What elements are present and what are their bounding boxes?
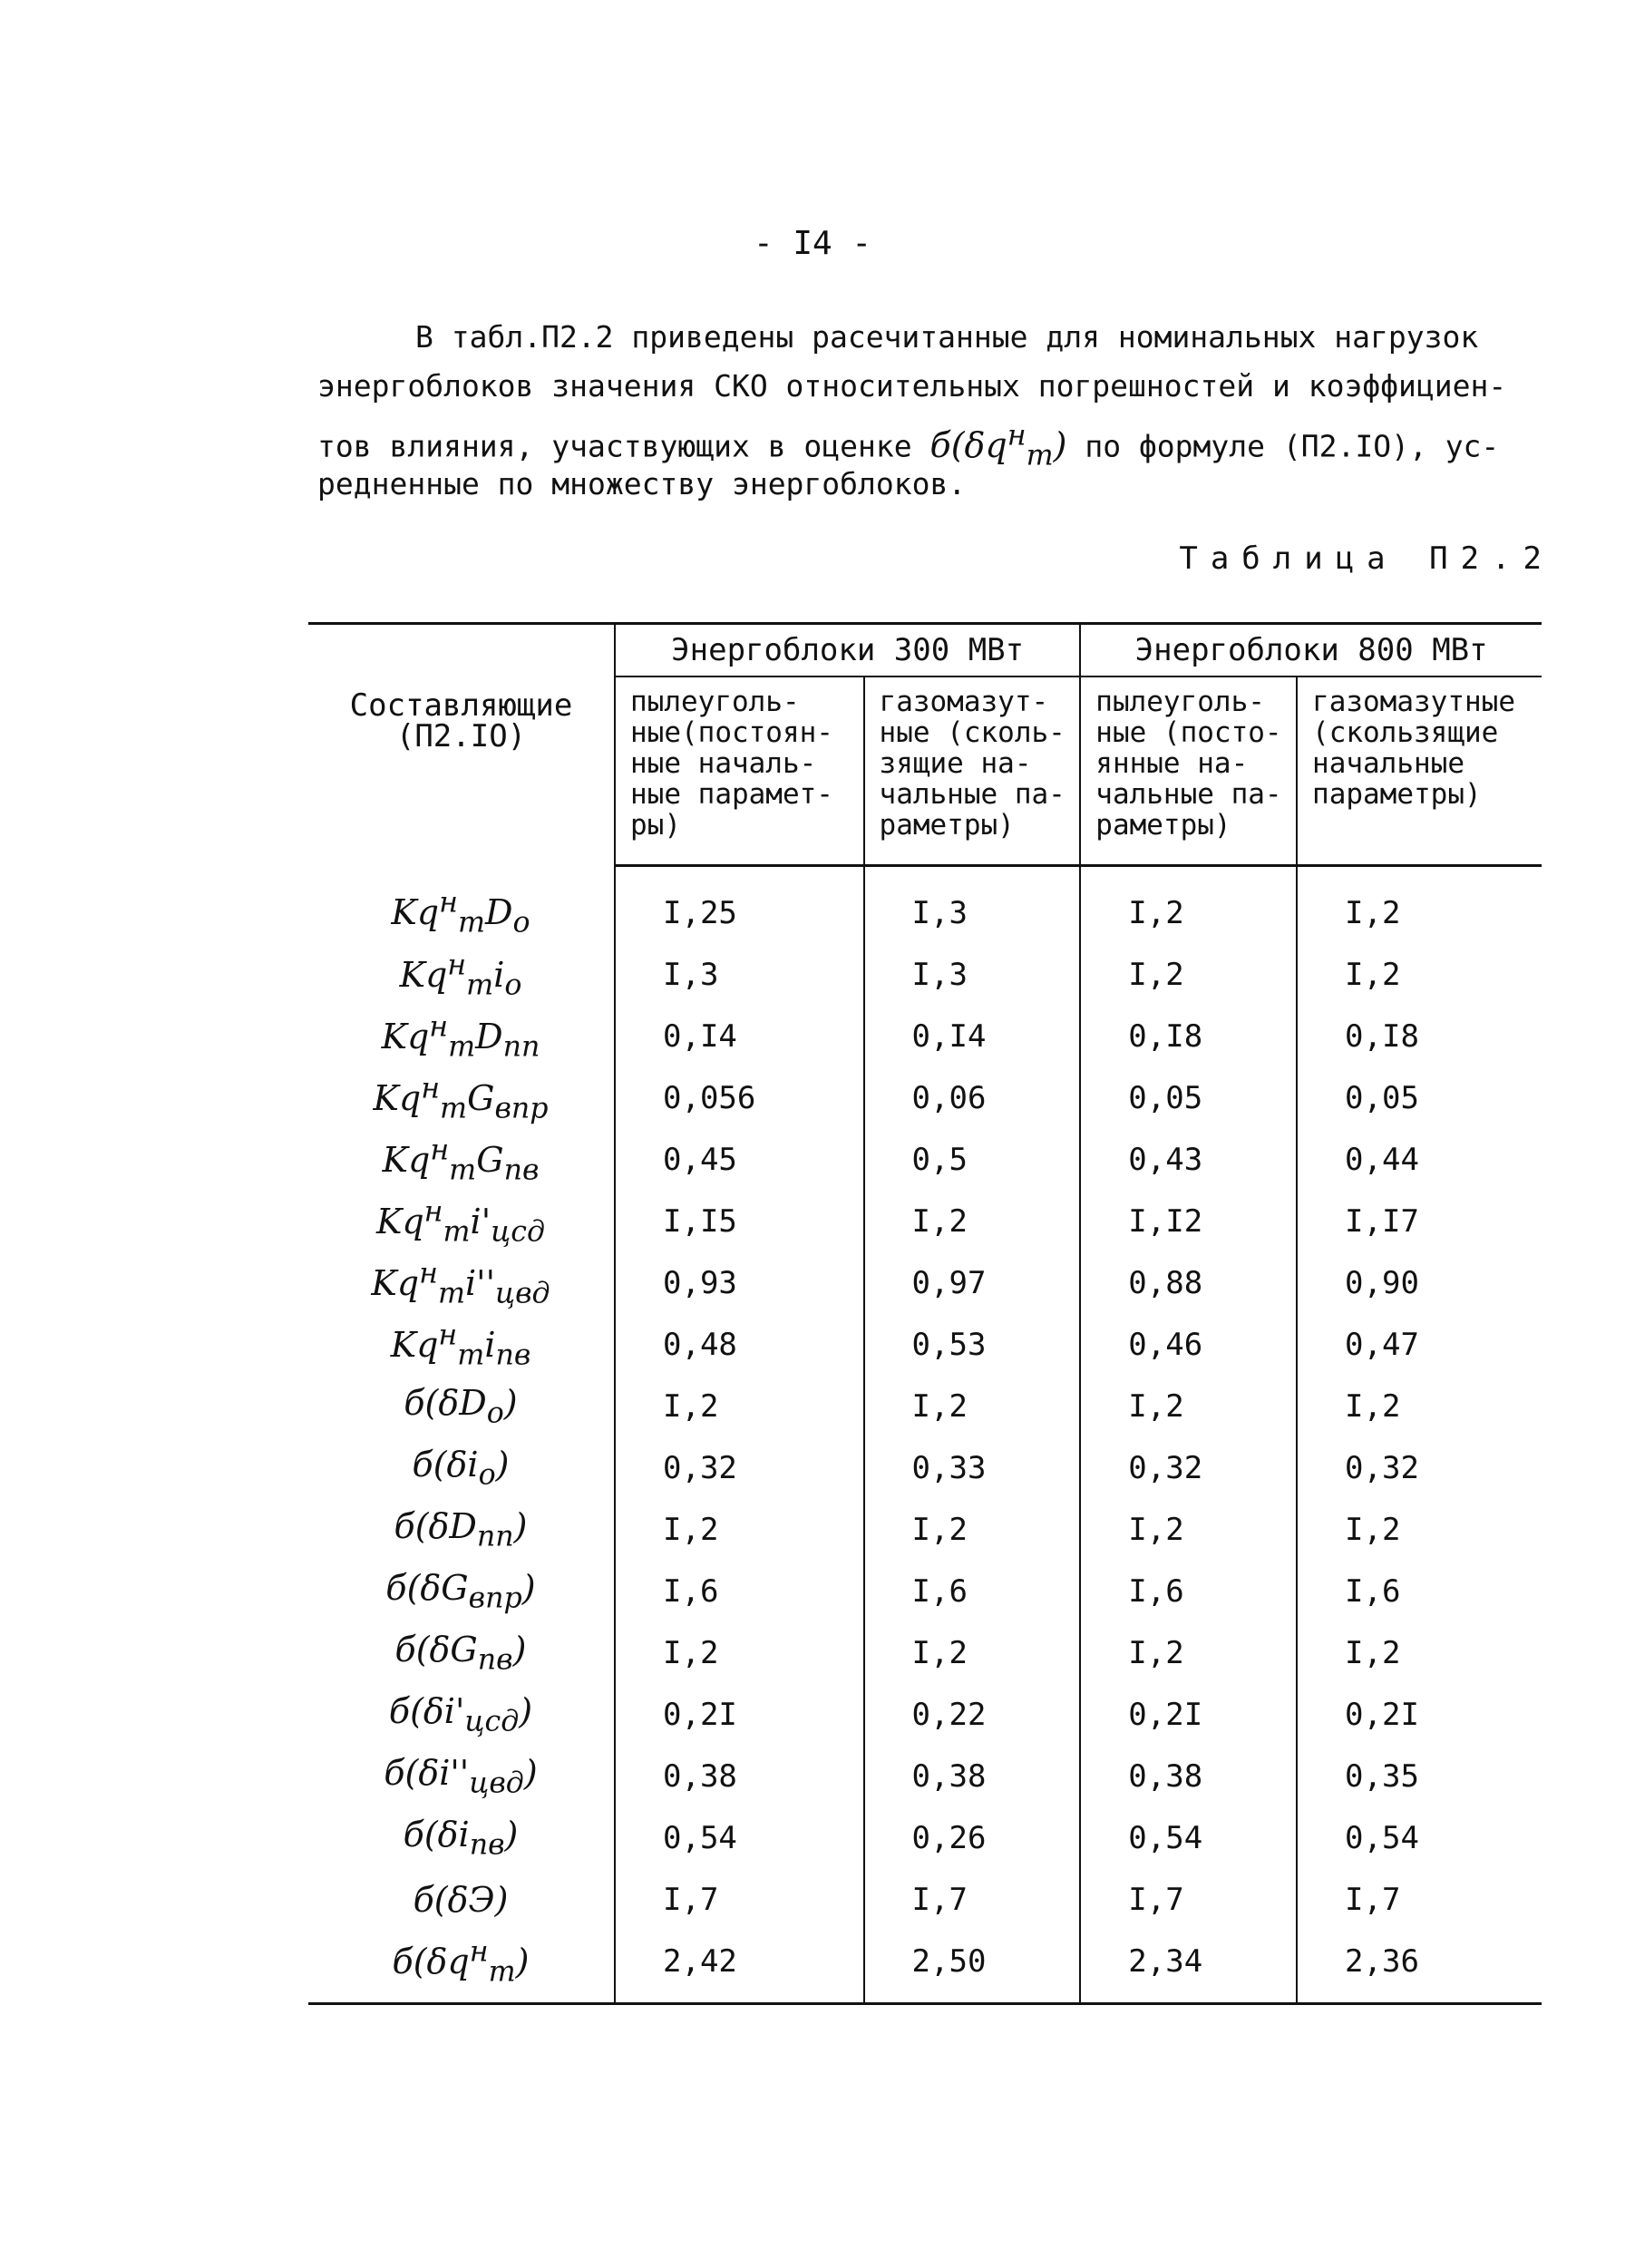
row-symbol: $Kq^н_тD_{пп}$ [381, 1009, 540, 1064]
paragraph-line: энергоблоков значения СКО относительных погрешностей и коэффициен- [317, 368, 1507, 404]
table-row [308, 1376, 1542, 1437]
table-cell: 0,05 [1297, 1067, 1542, 1129]
table-cell: I,2 [1080, 944, 1297, 1006]
table-cell: 0,2I [615, 1684, 864, 1746]
table-cell: I,2 [864, 1622, 1081, 1684]
table-cell: 2,36 [1297, 1931, 1542, 2004]
row-symbol: $б(\delta G_{пв})$ [394, 1630, 527, 1677]
formula-text: б(δq [929, 424, 1007, 465]
paragraph-text: по формуле (П2.IО), ус- [1066, 428, 1500, 464]
table-row [308, 1869, 1542, 1931]
table-row [308, 1931, 1542, 2004]
table-cell: 0,43 [1080, 1129, 1297, 1191]
table-cell: 0,53 [864, 1314, 1081, 1376]
table-cell: I,2 [1080, 866, 1297, 945]
table-row [308, 1129, 1542, 1191]
table-cell: I,2 [864, 1499, 1081, 1561]
table-cell: 0,06 [864, 1067, 1081, 1129]
table-cell: 0,45 [615, 1129, 864, 1191]
sub-header: газомазутные (скользящие начальные параметры) [1297, 677, 1542, 866]
table-cell: 2,50 [864, 1931, 1081, 2004]
table-cell: 0,056 [615, 1067, 864, 1129]
data-table [308, 622, 1542, 2005]
table-cell: 0,44 [1297, 1129, 1542, 1191]
row-label [308, 1067, 615, 1129]
table-cell: I,2 [1297, 944, 1542, 1006]
table-cell: 0,93 [615, 1252, 864, 1314]
row-label [308, 1129, 615, 1191]
table-cell: I,I5 [615, 1191, 864, 1252]
table-row [308, 1191, 1542, 1252]
row-label [308, 866, 615, 945]
table-cell: 0,54 [1080, 1807, 1297, 1869]
table-row [308, 866, 1542, 945]
row-label [308, 1191, 615, 1252]
table-cell: I,I2 [1080, 1191, 1297, 1252]
table-cell: I,6 [615, 1561, 864, 1622]
table-cell: I,25 [615, 866, 864, 945]
table-cell: I,2 [1080, 1622, 1297, 1684]
table-cell: 0,47 [1297, 1314, 1542, 1376]
table-cell: I,3 [864, 866, 1081, 945]
table-cell: I,2 [1297, 1376, 1542, 1437]
table-cell: 0,I8 [1080, 1006, 1297, 1067]
row-label [308, 1006, 615, 1067]
table-cell: 0,2I [1297, 1684, 1542, 1746]
table-cell: 0,88 [1080, 1252, 1297, 1314]
table-cell: I,3 [864, 944, 1081, 1006]
group-header-300: Энергоблоки 300 МВт [615, 624, 1080, 677]
row-symbol: $Kq^н_тi_{пв}$ [390, 1318, 531, 1372]
row-symbol: б(δЭ) [413, 1880, 509, 1920]
row-symbol: $б(\delta D_{пп})$ [394, 1506, 528, 1553]
table-row [308, 1807, 1542, 1869]
table-row [308, 1622, 1542, 1684]
row-symbol: $б(\delta i_о)$ [412, 1445, 510, 1492]
row-symbol: $б(\delta i_{пв})$ [403, 1815, 519, 1862]
table-cell: 0,26 [864, 1807, 1081, 1869]
row-symbol: $б(\delta D_о)$ [404, 1383, 518, 1430]
sub-header: пылеуголь- ные (посто- янные на- чальные па- раметры) [1080, 677, 1297, 866]
row-label [308, 1437, 615, 1499]
row-label [308, 1376, 615, 1437]
row-label [308, 1869, 615, 1931]
table-cell: 2,42 [615, 1931, 864, 2004]
formula-sup: н [1007, 419, 1027, 452]
table-cell: 0,38 [864, 1746, 1081, 1807]
table-cell: I,7 [1297, 1869, 1542, 1931]
paragraph-line [317, 411, 1569, 472]
table-cell: 0,33 [864, 1437, 1081, 1499]
row-symbol: $Kq^н_тi'_{цсд}$ [375, 1194, 546, 1249]
table-cell: 0,38 [1080, 1746, 1297, 1807]
table-cell: I,2 [615, 1376, 864, 1437]
table-label: Таблица П2.2 [1179, 540, 1554, 577]
row-label [308, 1622, 615, 1684]
table-cell: I,2 [1080, 1499, 1297, 1561]
table-cell: 0,32 [1080, 1437, 1297, 1499]
table-cell: 0,54 [615, 1807, 864, 1869]
table-row [308, 1437, 1542, 1499]
table-cell: 0,38 [615, 1746, 864, 1807]
table-row [308, 1746, 1542, 1807]
row-symbol: $б(\delta i'_{цсд})$ [388, 1691, 533, 1738]
table-cell: 0,5 [864, 1129, 1081, 1191]
table-cell: I,6 [1080, 1561, 1297, 1622]
table-cell: 0,90 [1297, 1252, 1542, 1314]
table-cell: I,2 [1297, 1622, 1542, 1684]
table-cell: I,7 [1080, 1869, 1297, 1931]
row-label [308, 944, 615, 1006]
table-cell: 0,32 [1297, 1437, 1542, 1499]
table-cell: I,7 [864, 1869, 1081, 1931]
table-cell: I,2 [1297, 866, 1542, 945]
table-cell: I,6 [864, 1561, 1081, 1622]
row-label [308, 1499, 615, 1561]
row-label [308, 1252, 615, 1314]
row-symbol: $б(\delta G_{впр})$ [385, 1568, 536, 1615]
table-cell: I,2 [864, 1376, 1081, 1437]
page-number: - I4 - [753, 225, 872, 262]
table-cell: 0,54 [1297, 1807, 1542, 1869]
paragraph-text: тов влияния, участвующих в оценке [317, 428, 930, 464]
formula-sub: т [1026, 439, 1054, 472]
formula-end: ) [1053, 424, 1067, 465]
row-symbol: $Kq^н_тG_{впр}$ [373, 1071, 549, 1125]
table-cell: 0,48 [615, 1314, 864, 1376]
table-cell: I,2 [1080, 1376, 1297, 1437]
table-cell: I,7 [615, 1869, 864, 1931]
table-row [308, 1499, 1542, 1561]
table-cell: 0,I4 [615, 1006, 864, 1067]
group-header-800: Энергоблоки 800 МВт [1080, 624, 1542, 677]
table-cell: 0,05 [1080, 1067, 1297, 1129]
table-cell: I,I7 [1297, 1191, 1542, 1252]
table-cell: 0,22 [864, 1684, 1081, 1746]
table-cell: 0,97 [864, 1252, 1081, 1314]
table-cell: 0,I4 [864, 1006, 1081, 1067]
table-row [308, 1067, 1542, 1129]
row-symbol: $Kq^н_тD_о$ [391, 886, 530, 939]
component-header: Составляющие (П2.IО) [308, 624, 615, 866]
table-cell: I,2 [615, 1622, 864, 1684]
row-symbol: $б(\delta i''_{цвд})$ [384, 1753, 538, 1800]
table-cell: I,2 [615, 1499, 864, 1561]
table-cell: 0,46 [1080, 1314, 1297, 1376]
table-row [308, 1684, 1542, 1746]
table-row [308, 1252, 1542, 1314]
table-row [308, 1006, 1542, 1067]
row-label [308, 1746, 615, 1807]
row-label [308, 1561, 615, 1622]
row-label [308, 1931, 615, 2004]
table-cell: I,3 [615, 944, 864, 1006]
table-cell: I,2 [864, 1191, 1081, 1252]
table-cell: I,2 [1297, 1499, 1542, 1561]
row-symbol: $Kq^н_тi_о$ [399, 948, 522, 1002]
table-row [308, 1561, 1542, 1622]
row-label [308, 1314, 615, 1376]
intro-paragraph [317, 313, 1569, 509]
table-cell: 0,32 [615, 1437, 864, 1499]
row-symbol: $Kq^н_тG_{пв}$ [382, 1133, 540, 1187]
table-row [308, 944, 1542, 1006]
table-cell: 2,34 [1080, 1931, 1297, 2004]
table-cell: I,6 [1297, 1561, 1542, 1622]
paragraph-line: В табл.П2.2 приведены расечитанные для номинальных нагрузок [415, 319, 1479, 355]
sub-header: газомазут- ные (сколь- зящие на- чальные па- раметры) [864, 677, 1081, 866]
row-label [308, 1807, 615, 1869]
table-cell: 0,35 [1297, 1746, 1542, 1807]
row-label [308, 1684, 615, 1746]
row-symbol: $Kq^н_тi''_{цвд}$ [371, 1256, 550, 1310]
sub-header: пылеуголь- ные(постоян- ные началь- ные парамет- ры) [615, 677, 864, 866]
row-symbol: $б(\delta q^н_т)$ [392, 1934, 530, 1989]
table-cell: 0,2I [1080, 1684, 1297, 1746]
paragraph-line: редненные по множеству энергоблоков. [317, 466, 967, 501]
table-cell: 0,I8 [1297, 1006, 1542, 1067]
table-row [308, 1314, 1542, 1376]
